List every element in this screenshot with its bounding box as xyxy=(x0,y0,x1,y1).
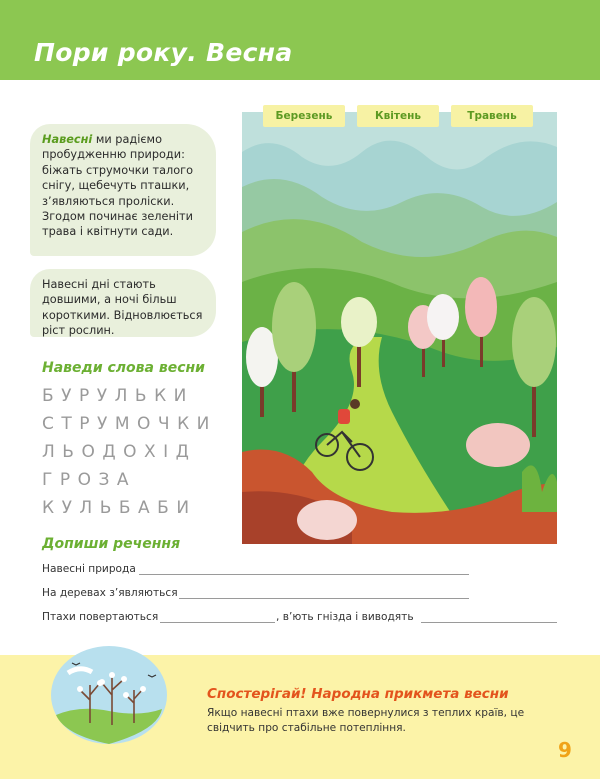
daylight-bubble xyxy=(30,269,216,337)
sentences-section-title: Допиши речення xyxy=(42,536,181,552)
sentence-3-blank-a[interactable] xyxy=(160,622,275,623)
intro-bubble xyxy=(30,124,216,256)
sentence-3-label: Птахи повертаються xyxy=(42,611,159,623)
spring-landscape-illustration xyxy=(242,112,557,544)
sentence-2-blank[interactable] xyxy=(179,598,469,599)
month-tab-march: Березень xyxy=(263,105,345,127)
word-item: КУЛЬБАБИ xyxy=(42,498,197,518)
intro-text: ми радіємо пробудженню природи: біжать струмочки талого снігу, щебечуть пташки, з’являються проліски. Згодом починає зеленіти трава і квітнути сади. xyxy=(42,133,194,239)
observe-text: Якщо навесні птахи вже повернулися з теплих країв, це свідчить про стабільне потепління. xyxy=(207,707,525,734)
word-item: СТРУМОЧКИ xyxy=(42,414,217,434)
page-title: Пори року. Весна xyxy=(34,38,293,67)
sentence-3-blank-b[interactable] xyxy=(421,622,557,623)
observe-title: Спостерігай! Народна прикмета весни xyxy=(207,686,509,702)
word-item: БУРУЛЬКИ xyxy=(42,386,194,406)
word-item: ЛЬОДОХІД xyxy=(42,442,197,462)
daylight-text: Навесні дні стають довшими, а ночі більш короткими. Відновлюється ріст рослин. xyxy=(42,278,203,338)
sentence-1-blank[interactable] xyxy=(139,574,469,575)
page-header xyxy=(0,0,600,80)
month-tab-may: Травень xyxy=(451,105,533,127)
word-item: ГРОЗА xyxy=(42,470,137,490)
spring-trees-circle-illustration xyxy=(50,645,168,745)
sentence-2-label: На деревах з’являються xyxy=(42,587,178,599)
sentence-1-label: Навесні природа xyxy=(42,563,136,575)
page-number: 9 xyxy=(558,738,572,762)
words-section-title: Наведи слова весни xyxy=(42,360,205,376)
intro-highlight: Навесні xyxy=(42,133,93,146)
sentence-3-label-b: , в’ють гнізда і виводять xyxy=(276,611,414,623)
month-tab-april: Квітень xyxy=(357,105,439,127)
